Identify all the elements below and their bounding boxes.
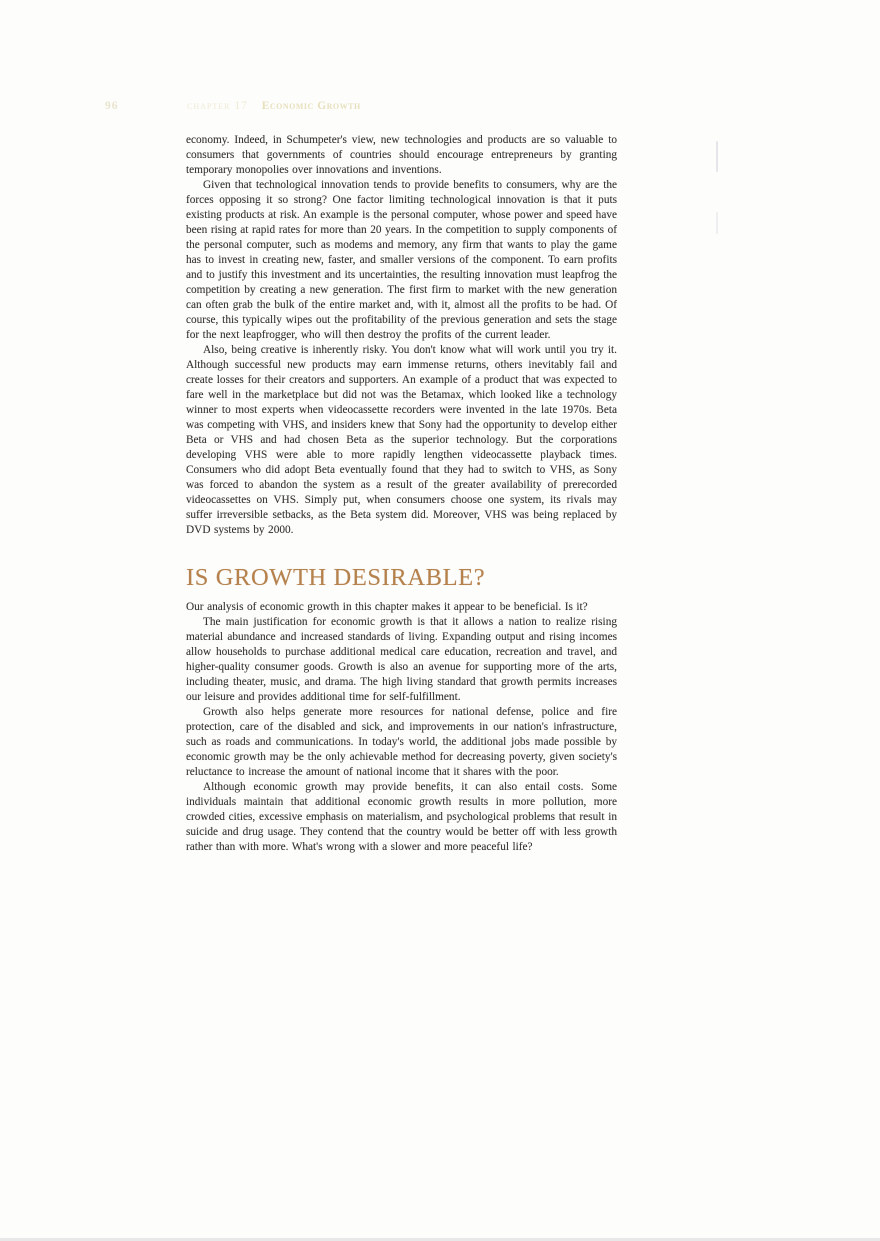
chapter-header [187,99,361,113]
paragraph: Our analysis of economic growth in this chapter makes it appear to be beneficial. Is it? [186,601,588,613]
paragraph: Also, being creative is inherently risky. You don't know what will work until you try it. Although successful new products may earn immense returns, others inevitably fail and create losses for their creators and supporters. An example of a product that was expected to fare well in the marketplace but did not was the Betamax, which looked like a technology winner to most experts when videocassette recorders were invented in the late 1970s. Beta was competing with VHS, and insiders knew that Sony had the opportunity to develop either Beta or VHS and had chosen Beta as the superior technology. But the corporations developing VHS were able to more rapidly lengthen videocassette playback times. Consumers who did adopt Beta eventually found that they had to switch to VHS, as Sony was forced to abandon the system as a result of the greater availability of prerecorded videocassettes on VHS. Simply put, when consumers choose one system, its rivals may suffer irreversible setbacks, as the Beta system did. Moreover, VHS was being replaced by DVD systems by 2000. [186,344,617,536]
section-body-top [186,133,617,538]
paragraph: The main justification for economic growth is that it allows a nation to realize rising material abundance and increased standards of living. Expanding output and rising incomes allow households to purchase additional medical care education, recreation and travel, and higher-quality consumer goods. Growth is also an avenue for supporting more of the arts, including theater, music, and drama. The high living standard that growth permits increases our leisure and provides additional time for self-fulfillment. [186,616,617,703]
page-number: 96 [105,100,119,112]
section-heading: IS GROWTH DESIRABLE? [186,564,486,591]
paragraph: Although economic growth may provide benefits, it can also entail costs. Some individuals maintain that additional economic growth results in more pollution, more crowded cities, excessive emphasis on materialism, and psychological problems that result in suicide and drug usage. They contend that the country would be better off with less growth rather than with more. What's wrong with a slower and more peaceful life? [186,781,617,853]
scan-artifact-line-lower [716,212,718,234]
running-header [0,99,880,115]
paragraph: Growth also helps generate more resources for national defense, police and fire protection, care of the disabled and sick, and improvements in our nation's infrastructure, such as roads and communications. In today's world, the additional jobs made possible by economic growth may be the only achievable method for decreasing poverty, given society's reluctance to increase the amount of national income that it shares with the poor. [186,706,617,778]
paragraph: Given that technological innovation tends to provide benefits to consumers, why are the forces opposing it so strong? One factor limiting technological innovation is that it puts existing products at risk. An example is the personal computer, whose power and speed have been rising at rapid rates for more than 20 years. In the competition to supply components of the personal computer, such as modems and memory, any firm that wants to play the game has to invest in creating new, faster, and smaller versions of the component. To earn profits and to justify this investment and its uncertainties, the resulting innovation must leapfrog the competition by creating a new generation. The first firm to market with the new generation can often grab the bulk of the entire market and, with it, almost all the profits to be had. Of course, this typically wipes out the profitability of the previous generation and sets the stage for the next leapfrogger, who will then destroy the profits of the current leader. [186,179,617,341]
section-body-growth [186,600,617,855]
scan-artifact-line-top [716,141,718,172]
text-column [186,133,617,855]
paragraph: economy. Indeed, in Schumpeter's view, new technologies and products are so valuable to consumers that governments of countries should encourage entrepreneurs by granting temporary monopolies over innovations and inventions. [186,134,617,176]
chapter-title: Economic Growth [261,100,361,112]
chapter-label: chapter 17 [187,100,248,112]
